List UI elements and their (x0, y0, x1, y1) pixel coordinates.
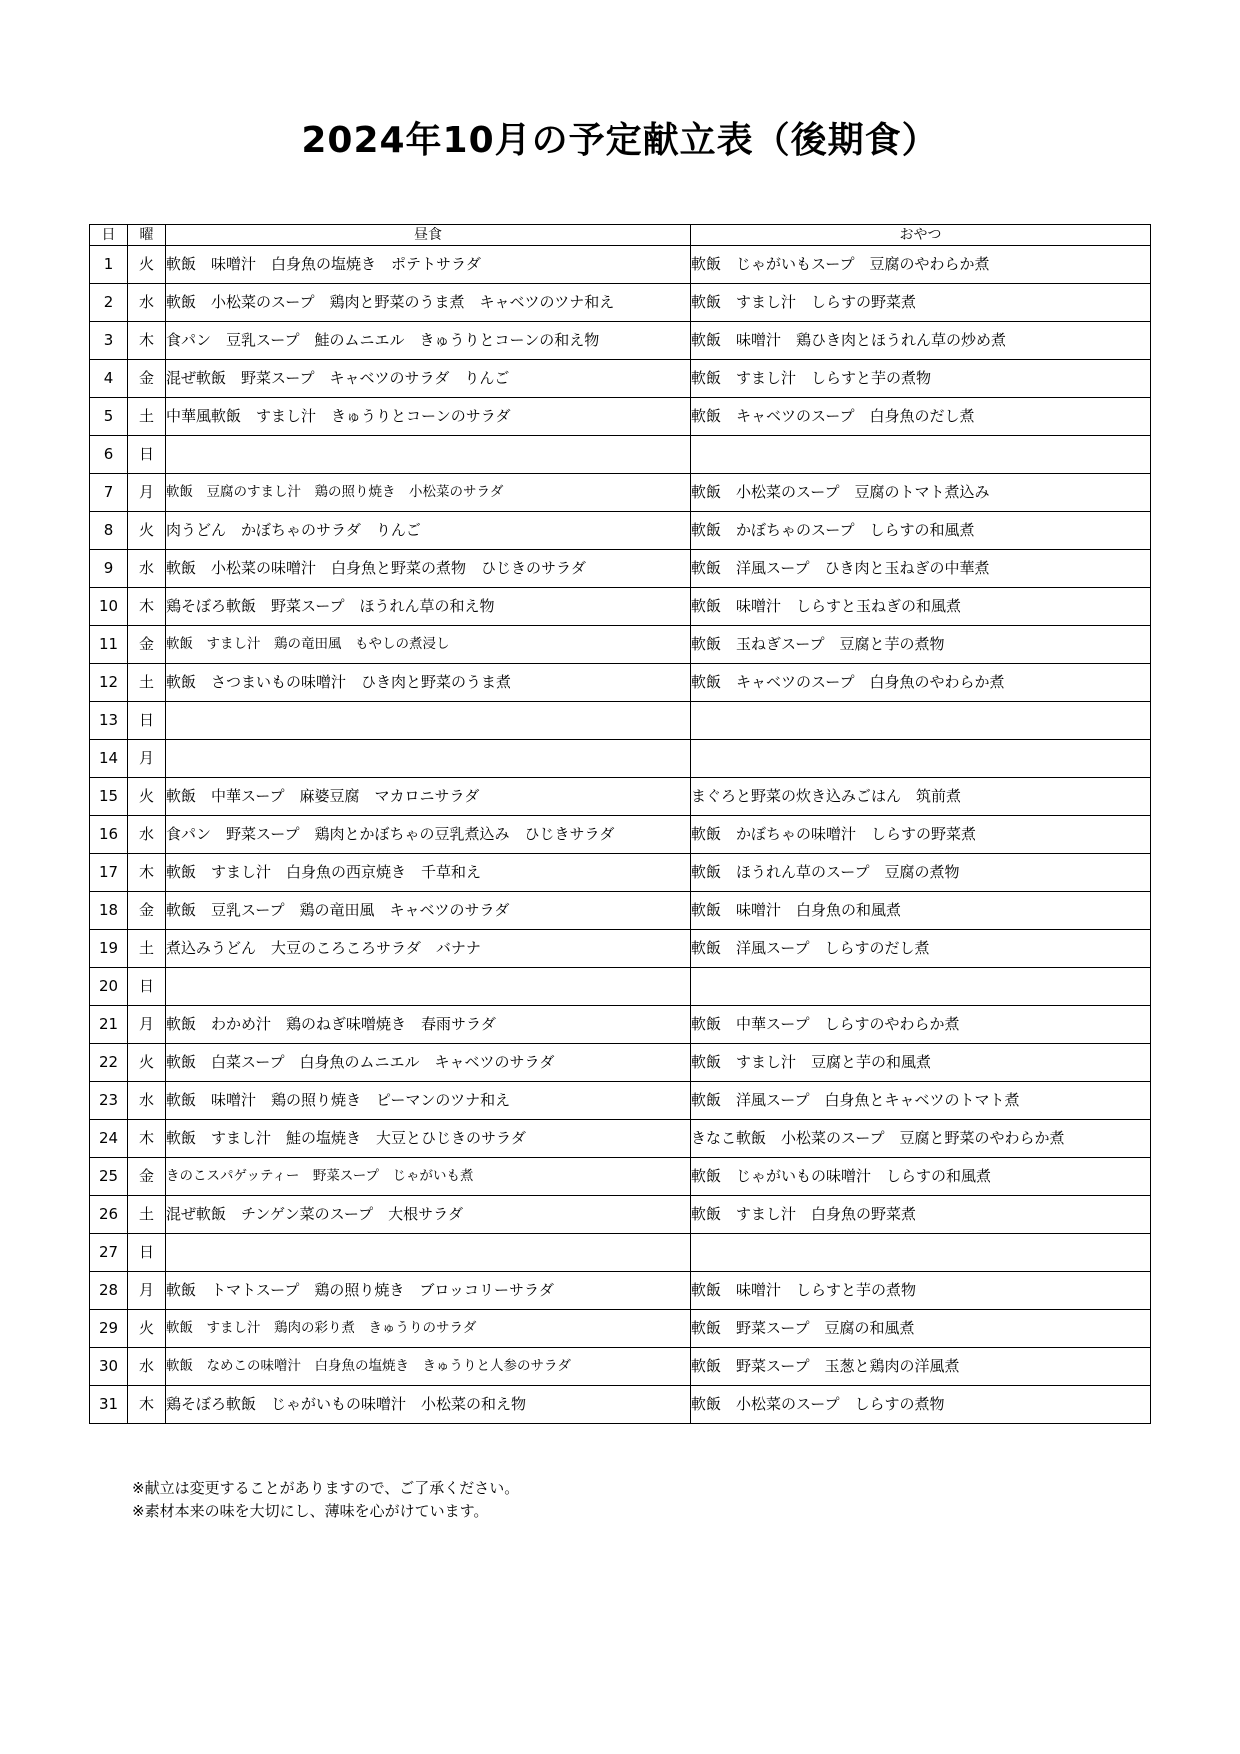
table-row (90, 1158, 1151, 1196)
day-cell: 16 (90, 816, 128, 854)
snack-cell: 軟飯 洋風スープ ひき肉と玉ねぎの中華煮 (691, 550, 1151, 588)
weekday-cell: 月 (128, 740, 166, 778)
lunch-cell: 軟飯 小松菜のスープ 鶏肉と野菜のうま煮 キャベツのツナ和え (166, 284, 691, 322)
table-row (90, 1044, 1151, 1082)
weekday-cell: 金 (128, 360, 166, 398)
note-line: ※素材本来の味を大切にし、薄味を心がけています。 (132, 1502, 489, 1520)
snack-cell: 軟飯 キャベツのスープ 白身魚のやわらか煮 (691, 664, 1151, 702)
day-cell: 9 (90, 550, 128, 588)
lunch-cell: 中華風軟飯 すまし汁 きゅうりとコーンのサラダ (166, 398, 691, 436)
lunch-cell: 軟飯 小松菜の味噌汁 白身魚と野菜の煮物 ひじきのサラダ (166, 550, 691, 588)
table-row (90, 284, 1151, 322)
day-cell: 3 (90, 322, 128, 360)
lunch-cell: 軟飯 すまし汁 鶏の竜田風 もやしの煮浸し (166, 626, 691, 664)
day-cell: 4 (90, 360, 128, 398)
table-row (90, 398, 1151, 436)
weekday-cell: 水 (128, 284, 166, 322)
snack-cell: 軟飯 すまし汁 白身魚の野菜煮 (691, 1196, 1151, 1234)
weekday-cell: 日 (128, 436, 166, 474)
table-row (90, 1310, 1151, 1348)
day-cell: 30 (90, 1348, 128, 1386)
table-row (90, 968, 1151, 1006)
day-cell: 8 (90, 512, 128, 550)
snack-cell: 軟飯 キャベツのスープ 白身魚のだし煮 (691, 398, 1151, 436)
lunch-cell (166, 702, 691, 740)
snack-cell: 軟飯 野菜スープ 玉葱と鶏肉の洋風煮 (691, 1348, 1151, 1386)
day-cell: 27 (90, 1234, 128, 1272)
day-cell: 29 (90, 1310, 128, 1348)
day-cell: 13 (90, 702, 128, 740)
snack-cell (691, 740, 1151, 778)
day-cell: 11 (90, 626, 128, 664)
weekday-cell: 火 (128, 512, 166, 550)
weekday-cell: 金 (128, 626, 166, 664)
lunch-cell (166, 740, 691, 778)
lunch-cell: 食パン 豆乳スープ 鮭のムニエル きゅうりとコーンの和え物 (166, 322, 691, 360)
weekday-cell: 水 (128, 1348, 166, 1386)
snack-cell (691, 968, 1151, 1006)
header-weekday: 曜 (128, 225, 166, 246)
lunch-cell (166, 1234, 691, 1272)
lunch-cell: 鶏そぼろ軟飯 野菜スープ ほうれん草の和え物 (166, 588, 691, 626)
weekday-cell: 日 (128, 968, 166, 1006)
day-cell: 24 (90, 1120, 128, 1158)
weekday-cell: 火 (128, 246, 166, 284)
day-cell: 20 (90, 968, 128, 1006)
lunch-cell: 軟飯 すまし汁 白身魚の西京焼き 千草和え (166, 854, 691, 892)
weekday-cell: 土 (128, 664, 166, 702)
lunch-cell: 軟飯 すまし汁 鮭の塩焼き 大豆とひじきのサラダ (166, 1120, 691, 1158)
lunch-cell: 軟飯 味噌汁 白身魚の塩焼き ポテトサラダ (166, 246, 691, 284)
table-row (90, 1196, 1151, 1234)
weekday-cell: 金 (128, 892, 166, 930)
lunch-cell: 煮込みうどん 大豆のころころサラダ バナナ (166, 930, 691, 968)
snack-cell: 軟飯 じゃがいもスープ 豆腐のやわらか煮 (691, 246, 1151, 284)
table-row (90, 740, 1151, 778)
weekday-cell: 月 (128, 1272, 166, 1310)
weekday-cell: 木 (128, 1386, 166, 1424)
snack-cell: 軟飯 野菜スープ 豆腐の和風煮 (691, 1310, 1151, 1348)
snack-cell: 軟飯 すまし汁 しらすの野菜煮 (691, 284, 1151, 322)
snack-cell (691, 1234, 1151, 1272)
snack-cell: 軟飯 かぼちゃの味噌汁 しらすの野菜煮 (691, 816, 1151, 854)
lunch-cell: 軟飯 中華スープ 麻婆豆腐 マカロニサラダ (166, 778, 691, 816)
day-cell: 25 (90, 1158, 128, 1196)
snack-cell: 軟飯 味噌汁 しらすと芋の煮物 (691, 1272, 1151, 1310)
lunch-cell: 混ぜ軟飯 チンゲン菜のスープ 大根サラダ (166, 1196, 691, 1234)
day-cell: 22 (90, 1044, 128, 1082)
lunch-cell: 軟飯 さつまいもの味噌汁 ひき肉と野菜のうま煮 (166, 664, 691, 702)
lunch-cell: 軟飯 豆腐のすまし汁 鶏の照り焼き 小松菜のサラダ (166, 474, 691, 512)
weekday-cell: 月 (128, 474, 166, 512)
day-cell: 17 (90, 854, 128, 892)
day-cell: 2 (90, 284, 128, 322)
notes (132, 1477, 519, 1523)
snack-cell: 軟飯 すまし汁 豆腐と芋の和風煮 (691, 1044, 1151, 1082)
day-cell: 6 (90, 436, 128, 474)
weekday-cell: 木 (128, 322, 166, 360)
weekday-cell: 火 (128, 778, 166, 816)
weekday-cell: 日 (128, 1234, 166, 1272)
weekday-cell: 水 (128, 550, 166, 588)
snack-cell: 軟飯 味噌汁 鶏ひき肉とほうれん草の炒め煮 (691, 322, 1151, 360)
table-row (90, 588, 1151, 626)
snack-cell: 軟飯 かぼちゃのスープ しらすの和風煮 (691, 512, 1151, 550)
snack-cell: 軟飯 中華スープ しらすのやわらか煮 (691, 1006, 1151, 1044)
table-row (90, 816, 1151, 854)
table-row (90, 930, 1151, 968)
lunch-cell: きのこスパゲッティー 野菜スープ じゃがいも煮 (166, 1158, 691, 1196)
lunch-cell (166, 968, 691, 1006)
table-row (90, 1386, 1151, 1424)
lunch-cell: 食パン 野菜スープ 鶏肉とかぼちゃの豆乳煮込み ひじきサラダ (166, 816, 691, 854)
weekday-cell: 水 (128, 816, 166, 854)
day-cell: 10 (90, 588, 128, 626)
weekday-cell: 金 (128, 1158, 166, 1196)
lunch-cell: 軟飯 すまし汁 鶏肉の彩り煮 きゅうりのサラダ (166, 1310, 691, 1348)
lunch-cell: 軟飯 味噌汁 鶏の照り焼き ピーマンのツナ和え (166, 1082, 691, 1120)
table-body (90, 246, 1151, 1424)
table-row (90, 360, 1151, 398)
table-row (90, 1006, 1151, 1044)
weekday-cell: 土 (128, 398, 166, 436)
day-cell: 7 (90, 474, 128, 512)
snack-cell: 軟飯 洋風スープ しらすのだし煮 (691, 930, 1151, 968)
lunch-cell: 混ぜ軟飯 野菜スープ キャベツのサラダ りんご (166, 360, 691, 398)
table-row (90, 436, 1151, 474)
table-row (90, 1234, 1151, 1272)
table-row (90, 1272, 1151, 1310)
day-cell: 21 (90, 1006, 128, 1044)
table-row (90, 512, 1151, 550)
weekday-cell: 土 (128, 930, 166, 968)
weekday-cell: 水 (128, 1082, 166, 1120)
snack-cell: 軟飯 じゃがいもの味噌汁 しらすの和風煮 (691, 1158, 1151, 1196)
snack-cell: 軟飯 味噌汁 しらすと玉ねぎの和風煮 (691, 588, 1151, 626)
day-cell: 31 (90, 1386, 128, 1424)
day-cell: 23 (90, 1082, 128, 1120)
page-title: 2024年10月の予定献立表（後期食） (301, 120, 939, 161)
snack-cell (691, 436, 1151, 474)
weekday-cell: 火 (128, 1044, 166, 1082)
table-header-row (90, 225, 1151, 246)
table-row (90, 1120, 1151, 1158)
lunch-cell: 鶏そぼろ軟飯 じゃがいもの味噌汁 小松菜の和え物 (166, 1386, 691, 1424)
day-cell: 12 (90, 664, 128, 702)
table-row (90, 1082, 1151, 1120)
lunch-cell: 軟飯 白菜スープ 白身魚のムニエル キャベツのサラダ (166, 1044, 691, 1082)
weekday-cell: 木 (128, 588, 166, 626)
day-cell: 14 (90, 740, 128, 778)
table-row (90, 1348, 1151, 1386)
day-cell: 15 (90, 778, 128, 816)
lunch-cell (166, 436, 691, 474)
day-cell: 26 (90, 1196, 128, 1234)
day-cell: 18 (90, 892, 128, 930)
day-cell: 5 (90, 398, 128, 436)
table-row (90, 854, 1151, 892)
header-day: 日 (90, 225, 128, 246)
snack-cell: 軟飯 味噌汁 白身魚の和風煮 (691, 892, 1151, 930)
snack-cell: 軟飯 玉ねぎスープ 豆腐と芋の煮物 (691, 626, 1151, 664)
header-lunch: 昼食 (166, 225, 691, 246)
weekday-cell: 木 (128, 854, 166, 892)
table-row (90, 664, 1151, 702)
table-row (90, 626, 1151, 664)
snack-cell: 軟飯 洋風スープ 白身魚とキャベツのトマト煮 (691, 1082, 1151, 1120)
snack-cell: まぐろと野菜の炊き込みごはん 筑前煮 (691, 778, 1151, 816)
table-row (90, 474, 1151, 512)
snack-cell: 軟飯 小松菜のスープ 豆腐のトマト煮込み (691, 474, 1151, 512)
weekday-cell: 月 (128, 1006, 166, 1044)
lunch-cell: 肉うどん かぼちゃのサラダ りんご (166, 512, 691, 550)
weekday-cell: 火 (128, 1310, 166, 1348)
note-line: ※献立は変更することがありますので、ご了承ください。 (132, 1479, 520, 1497)
day-cell: 19 (90, 930, 128, 968)
snack-cell: 軟飯 すまし汁 しらすと芋の煮物 (691, 360, 1151, 398)
lunch-cell: 軟飯 なめこの味噌汁 白身魚の塩焼き きゅうりと人参のサラダ (166, 1348, 691, 1386)
day-cell: 1 (90, 246, 128, 284)
weekday-cell: 木 (128, 1120, 166, 1158)
table-row (90, 892, 1151, 930)
snack-cell: きなこ軟飯 小松菜のスープ 豆腐と野菜のやわらか煮 (691, 1120, 1151, 1158)
table-row (90, 322, 1151, 360)
weekday-cell: 土 (128, 1196, 166, 1234)
day-cell: 28 (90, 1272, 128, 1310)
snack-cell: 軟飯 小松菜のスープ しらすの煮物 (691, 1386, 1151, 1424)
weekday-cell: 日 (128, 702, 166, 740)
table-row (90, 778, 1151, 816)
snack-cell (691, 702, 1151, 740)
header-snack: おやつ (691, 225, 1151, 246)
lunch-cell: 軟飯 トマトスープ 鶏の照り焼き ブロッコリーサラダ (166, 1272, 691, 1310)
lunch-cell: 軟飯 豆乳スープ 鶏の竜田風 キャベツのサラダ (166, 892, 691, 930)
snack-cell: 軟飯 ほうれん草のスープ 豆腐の煮物 (691, 854, 1151, 892)
table-row (90, 550, 1151, 588)
lunch-cell: 軟飯 わかめ汁 鶏のねぎ味噌焼き 春雨サラダ (166, 1006, 691, 1044)
menu-table (89, 224, 1151, 1424)
table-row (90, 702, 1151, 740)
table-row (90, 246, 1151, 284)
